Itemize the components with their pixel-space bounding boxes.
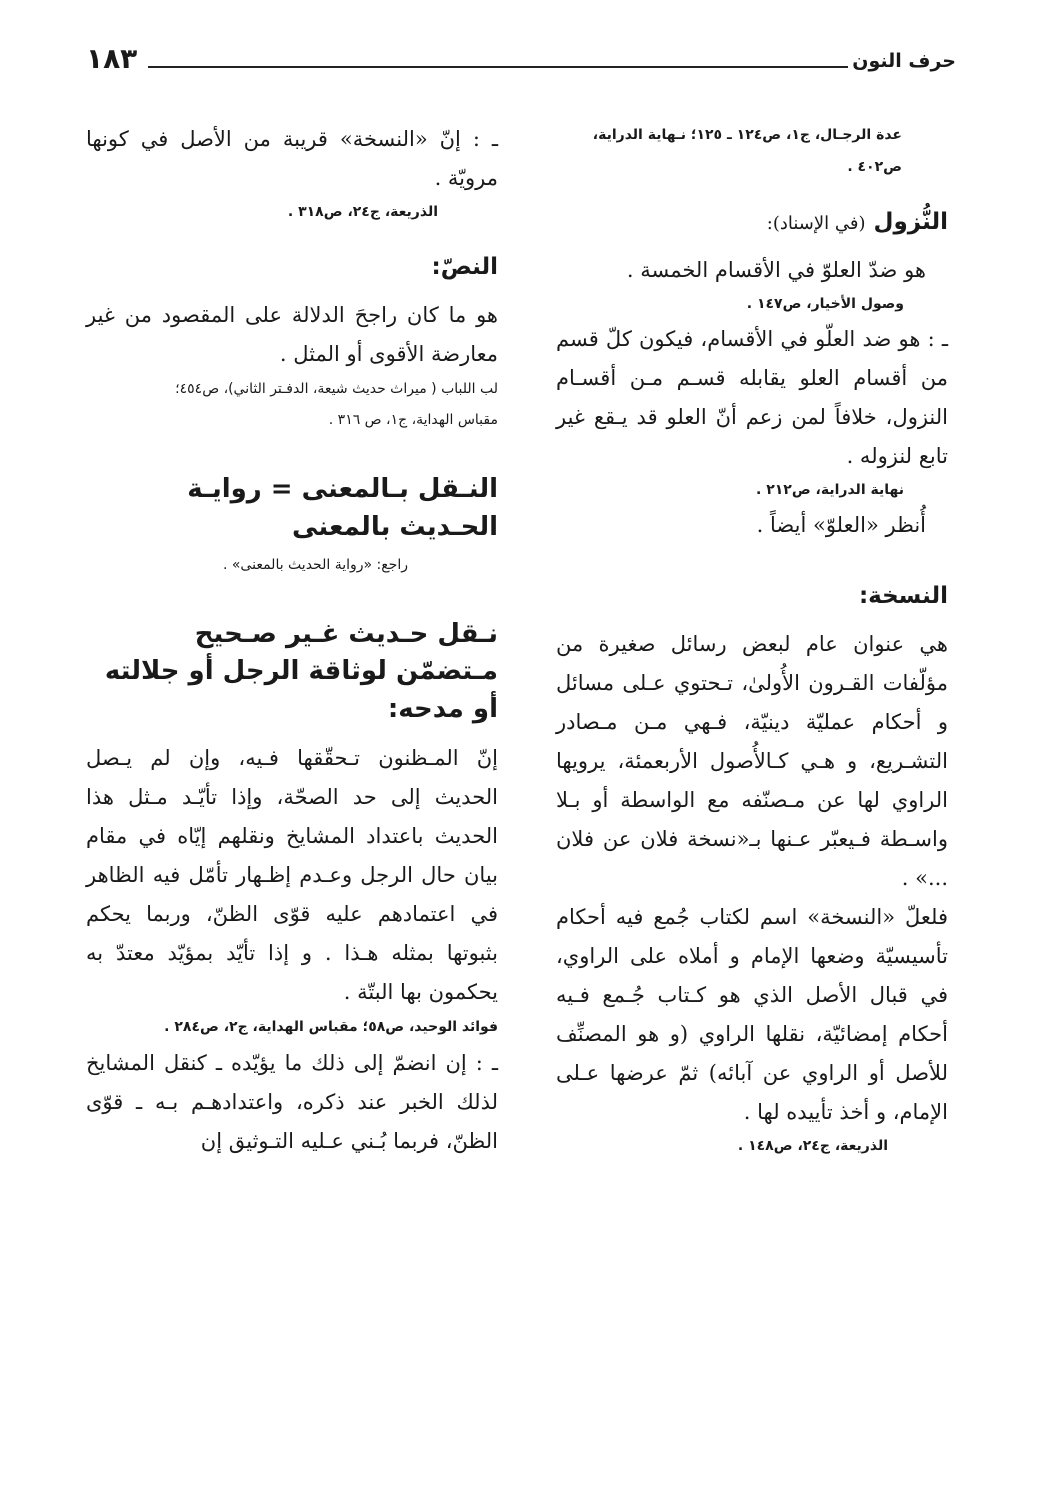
- citation: وصول الأخيار، ص١٤٧ .: [746, 295, 904, 312]
- definition-paragraph: إنّ المـظنون تـحقّقها فـيه، وإن لم يـصل الحديث إلى حد الصحّة، وإذا تأيّـد مـثل هذا الحديث باعتداد المشايخ ونقلهم إيّاه في مقام بيان حال الرجل وعـدم إظـهار تأمّل فيه الظاهر في اعتمادهم عليه قوّى الظنّ، وربما يحكم بثبوتها بمثله هـذا . و إذا تأيّد بمؤيّد معتدّ به يحكمون بها البتّة .: [86, 745, 498, 1005]
- header-rule: [148, 66, 848, 68]
- definition-paragraph: ـ : إن انضمّ إلى ذلك ما يؤيّده ـ كنقل المشايخ لذلك الخبر عند ذكره، واعتدادهـم بـه ـ قوّى الظنّ، فربما بُـني عـليه التـوثيق إن: [86, 1050, 498, 1153]
- chapter-title: حرف النون: [852, 50, 956, 72]
- entry-heading-nuskha: النسخة:: [858, 582, 948, 609]
- definition-paragraph: فلعلّ «النسخة» اسم لكتاب جُمع فيه أحكام تأسيسيّة وضعها الإمام و أملاه على الراوي، في قبال الأصل الذي هو كـتاب جُـمع فـيه أحكام إمضائيّة، نقلها الراوي (و هو المصنِّف للأصل أو الراوي عن آبائه) ثمّ عرضها عـلى الإمام، و أخذ تأييده لها .: [556, 904, 948, 1125]
- page-header: [86, 42, 956, 82]
- left-column: [86, 120, 498, 1161]
- entry-heading-nuzul: [556, 205, 948, 241]
- definition-paragraph: هي عنوان عام لبعض رسائل صغيرة من مؤلّفات القـرون الأُولىٰ، تـحتوي عـلى مسائل و أحكام عمليّة دينيّة، فـهي مـن مـصادر التشـريع، و هـي كـالأُصول الأربعمئة، يرويها الراوي لها عن مـصنّفه مع الواسطة أو بـلا واسـطة فـيعبّر عـنها بـ«نسخة فلان عن فلان ...» .: [556, 631, 948, 890]
- citation: الذريعة، ج٢٤، ص١٤٨ .: [737, 1138, 888, 1155]
- citation: نهاية الدراية، ص٢١٢ .: [756, 481, 904, 498]
- definition-paragraph: هو ضدّ العلوّ في الأقسام الخمسة .: [626, 257, 926, 282]
- page-number: ١٨٣: [86, 42, 138, 75]
- entry-title: النُّزول: [873, 209, 948, 235]
- entry-heading-naql-hadith: نـقل حـديث غـير صـحيح مـتضمّن لوثاقة الرجل أو جلالته أو مدحه:: [104, 618, 498, 725]
- right-column: [556, 120, 948, 1162]
- citation: الذريعة، ج٢٤، ص٣١٨ .: [287, 204, 438, 221]
- cross-reference: راجع: «رواية الحديث بالمعنى» .: [222, 557, 408, 574]
- citation: لب اللباب ( ميراث حديث شيعة، الدفـتر الثاني)، ص٤٥٤؛ مقباس الهداية، ج١، ص ٣١٦ .: [175, 380, 498, 429]
- citation: فوائد الوحيد، ص٥٨؛ مقباس الهداية، ج٢، ص٢٨٤ .: [164, 1019, 498, 1036]
- entry-subtitle: (في الإسناد):: [766, 213, 866, 234]
- see-also: أُنظر «العلوّ» أيضاً .: [756, 512, 926, 537]
- entry-heading-nass: النصّ:: [431, 254, 498, 281]
- definition-paragraph: ـ : إنّ «النسخة» قريبة من الأصل في كونها مرويّة .: [86, 127, 498, 191]
- top-citation: عدة الرجـال، ج١، ص١٢٤ ـ ١٢٥؛ نـهاية الدراية، ص٤٠٢ .: [592, 127, 902, 175]
- definition-paragraph: هو ما كان راجحَ الدلالة على المقصود من غير معارضة الأقوى أو المثل .: [86, 302, 498, 366]
- definition-paragraph: ـ : هو ضد العلّو في الأقسام، فيكون كلّ قسم من أقسام العلو يقابله قسـم مـن أقسـام النزول، خلافاً لمن زعم أنّ العلو قد يـقع غير تابع لنزوله .: [556, 326, 948, 468]
- entry-heading-naql-bil-mana: النـقل بـالمعنى = روايـة الحـديث بالمعنى: [187, 473, 498, 542]
